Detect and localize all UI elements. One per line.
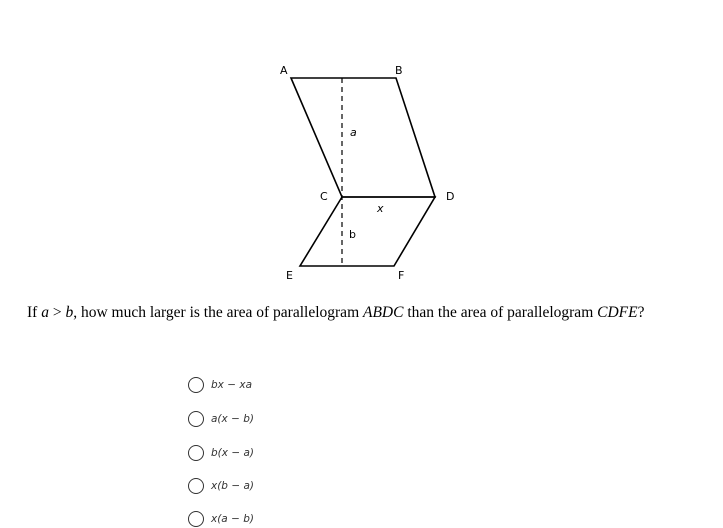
answer-choice-5[interactable] <box>188 510 254 528</box>
choice-label: bx − xa <box>211 379 253 391</box>
label-d-vertex: D <box>446 190 455 203</box>
question-middle: , how much larger is the area of parallelogram <box>73 304 363 321</box>
choice-label: x(b − a) <box>211 480 254 492</box>
question-gt: > <box>48 304 66 321</box>
label-e-vertex: E <box>286 269 293 282</box>
question-prefix: If <box>27 304 42 321</box>
answer-choice-4[interactable] <box>188 477 254 495</box>
question-text <box>27 304 717 322</box>
choice-label: b(x − a) <box>211 447 254 459</box>
question-shape1: ABDC <box>363 304 404 321</box>
radio-button[interactable] <box>188 411 204 427</box>
label-height-b: b <box>349 228 356 241</box>
label-c-vertex: C <box>320 190 328 203</box>
label-f-vertex: F <box>398 269 405 282</box>
radio-button[interactable] <box>188 377 204 393</box>
answer-choice-1[interactable] <box>188 376 252 394</box>
label-a-vertex: A <box>280 64 288 77</box>
question-var-b: b <box>65 304 74 321</box>
parallelogram-abdc <box>291 78 435 197</box>
parallelogram-cdfe <box>300 197 435 266</box>
radio-button[interactable] <box>188 478 204 494</box>
answer-choice-2[interactable] <box>188 410 254 428</box>
label-side-x: x <box>377 202 384 215</box>
radio-button[interactable] <box>188 511 204 527</box>
question-suffix: ? <box>637 304 645 321</box>
label-height-a: a <box>350 126 357 139</box>
question-than: than the area of parallelogram <box>403 304 598 321</box>
question-shape2: CDFE <box>597 304 638 321</box>
radio-button[interactable] <box>188 445 204 461</box>
choice-label: a(x − b) <box>211 413 254 425</box>
choice-label: x(a − b) <box>211 513 254 525</box>
answer-choice-3[interactable] <box>188 444 254 462</box>
label-b-vertex: B <box>395 64 403 77</box>
question-var-a: a <box>41 304 49 321</box>
